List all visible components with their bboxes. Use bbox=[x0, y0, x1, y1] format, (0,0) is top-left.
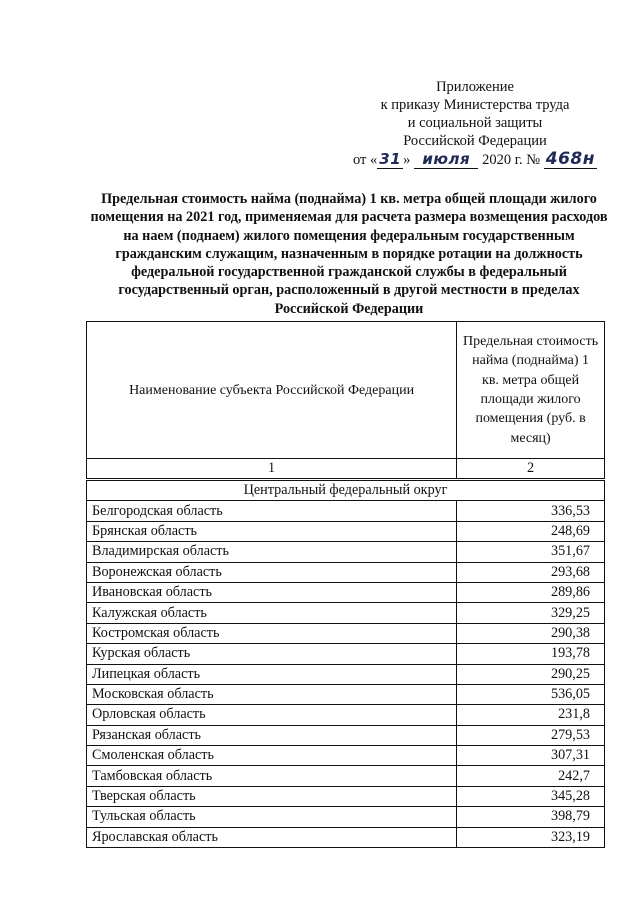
table-row bbox=[87, 827, 605, 847]
table-row bbox=[87, 705, 605, 725]
appendix-line-3: и социальной защиты bbox=[407, 115, 543, 131]
region-name: Белгородская область bbox=[87, 501, 457, 521]
table-row bbox=[87, 746, 605, 766]
rate-value: 293,68 bbox=[457, 562, 605, 582]
table-row bbox=[87, 664, 605, 684]
section-row bbox=[87, 480, 605, 501]
appendix-line-4: Российской Федерации bbox=[403, 133, 547, 149]
header-region: Наименование субъекта Российской Федерации bbox=[87, 322, 457, 459]
rate-value: 398,79 bbox=[457, 807, 605, 827]
region-name: Смоленская область bbox=[87, 746, 457, 766]
table-row bbox=[87, 644, 605, 664]
appendix-date-line bbox=[330, 150, 620, 169]
document-title: Предельная стоимость найма (поднайма) 1 кв. метра общей площади жилого помещения на 2021 год, применяемая для расчета размера возмещения расходов на наем (поднаем) жилого помещения федеральным государственным гражданским служащим, назначенным в порядке ротации на должность федеральной государственной гражданской службы в федеральный государственный орган, расположенный в другой местности в пределах Российской Федерации bbox=[90, 191, 608, 317]
date-mid: » bbox=[403, 152, 411, 168]
region-name: Тамбовская область bbox=[87, 766, 457, 786]
appendix-line-1: Приложение bbox=[436, 79, 514, 95]
table-row bbox=[87, 623, 605, 643]
region-name: Владимирская область bbox=[87, 542, 457, 562]
rate-value: 290,25 bbox=[457, 664, 605, 684]
handwritten-order-number: 468н bbox=[545, 149, 595, 169]
rate-value: 307,31 bbox=[457, 746, 605, 766]
table-row bbox=[87, 766, 605, 786]
rate-value: 279,53 bbox=[457, 725, 605, 745]
rate-value: 329,25 bbox=[457, 603, 605, 623]
table-row bbox=[87, 603, 605, 623]
rate-value: 323,19 bbox=[457, 827, 605, 847]
table-row bbox=[87, 542, 605, 562]
region-name: Ярославская область bbox=[87, 827, 457, 847]
appendix-line-2: к приказу Министерства труда bbox=[380, 97, 570, 113]
header-rate: Предельная стоимость найма (поднайма) 1 кв. метра общей площади жилого помещения (руб. в месяц) bbox=[457, 322, 605, 459]
column-number-row bbox=[87, 459, 605, 480]
section-title: Центральный федеральный округ bbox=[87, 480, 605, 501]
date-year: 2020 г. № bbox=[482, 152, 541, 168]
rate-value: 351,67 bbox=[457, 542, 605, 562]
rate-value: 336,53 bbox=[457, 501, 605, 521]
rate-value: 289,86 bbox=[457, 582, 605, 602]
rate-value: 193,78 bbox=[457, 644, 605, 664]
table-row bbox=[87, 725, 605, 745]
region-name: Рязанская область bbox=[87, 725, 457, 745]
appendix-header bbox=[330, 78, 620, 169]
region-name: Тульская область bbox=[87, 807, 457, 827]
handwritten-day: 31 bbox=[379, 150, 402, 168]
rate-value: 248,69 bbox=[457, 521, 605, 541]
column-number-1: 1 bbox=[87, 459, 457, 480]
table-row bbox=[87, 684, 605, 704]
column-number-2: 2 bbox=[457, 459, 605, 480]
rate-value: 290,38 bbox=[457, 623, 605, 643]
table-row bbox=[87, 521, 605, 541]
rate-value: 345,28 bbox=[457, 786, 605, 806]
table-row bbox=[87, 562, 605, 582]
date-prefix: от « bbox=[352, 152, 378, 168]
region-name: Тверская область bbox=[87, 786, 457, 806]
region-name: Курская область bbox=[87, 644, 457, 664]
handwritten-month: июля bbox=[414, 150, 478, 169]
rate-value: 231,8 bbox=[457, 705, 605, 725]
region-name: Брянская область bbox=[87, 521, 457, 541]
region-name: Воронежская область bbox=[87, 562, 457, 582]
table-row bbox=[87, 582, 605, 602]
region-name: Московская область bbox=[87, 684, 457, 704]
table-row bbox=[87, 501, 605, 521]
region-name: Орловская область bbox=[87, 705, 457, 725]
rate-value: 536,05 bbox=[457, 684, 605, 704]
table-row bbox=[87, 807, 605, 827]
region-name: Ивановская область bbox=[87, 582, 457, 602]
region-name: Калужская область bbox=[87, 603, 457, 623]
table-row bbox=[87, 786, 605, 806]
rates-table bbox=[86, 321, 605, 848]
region-name: Костромская область bbox=[87, 623, 457, 643]
table-header-row bbox=[87, 322, 605, 459]
rate-value: 242,7 bbox=[457, 766, 605, 786]
region-name: Липецкая область bbox=[87, 664, 457, 684]
